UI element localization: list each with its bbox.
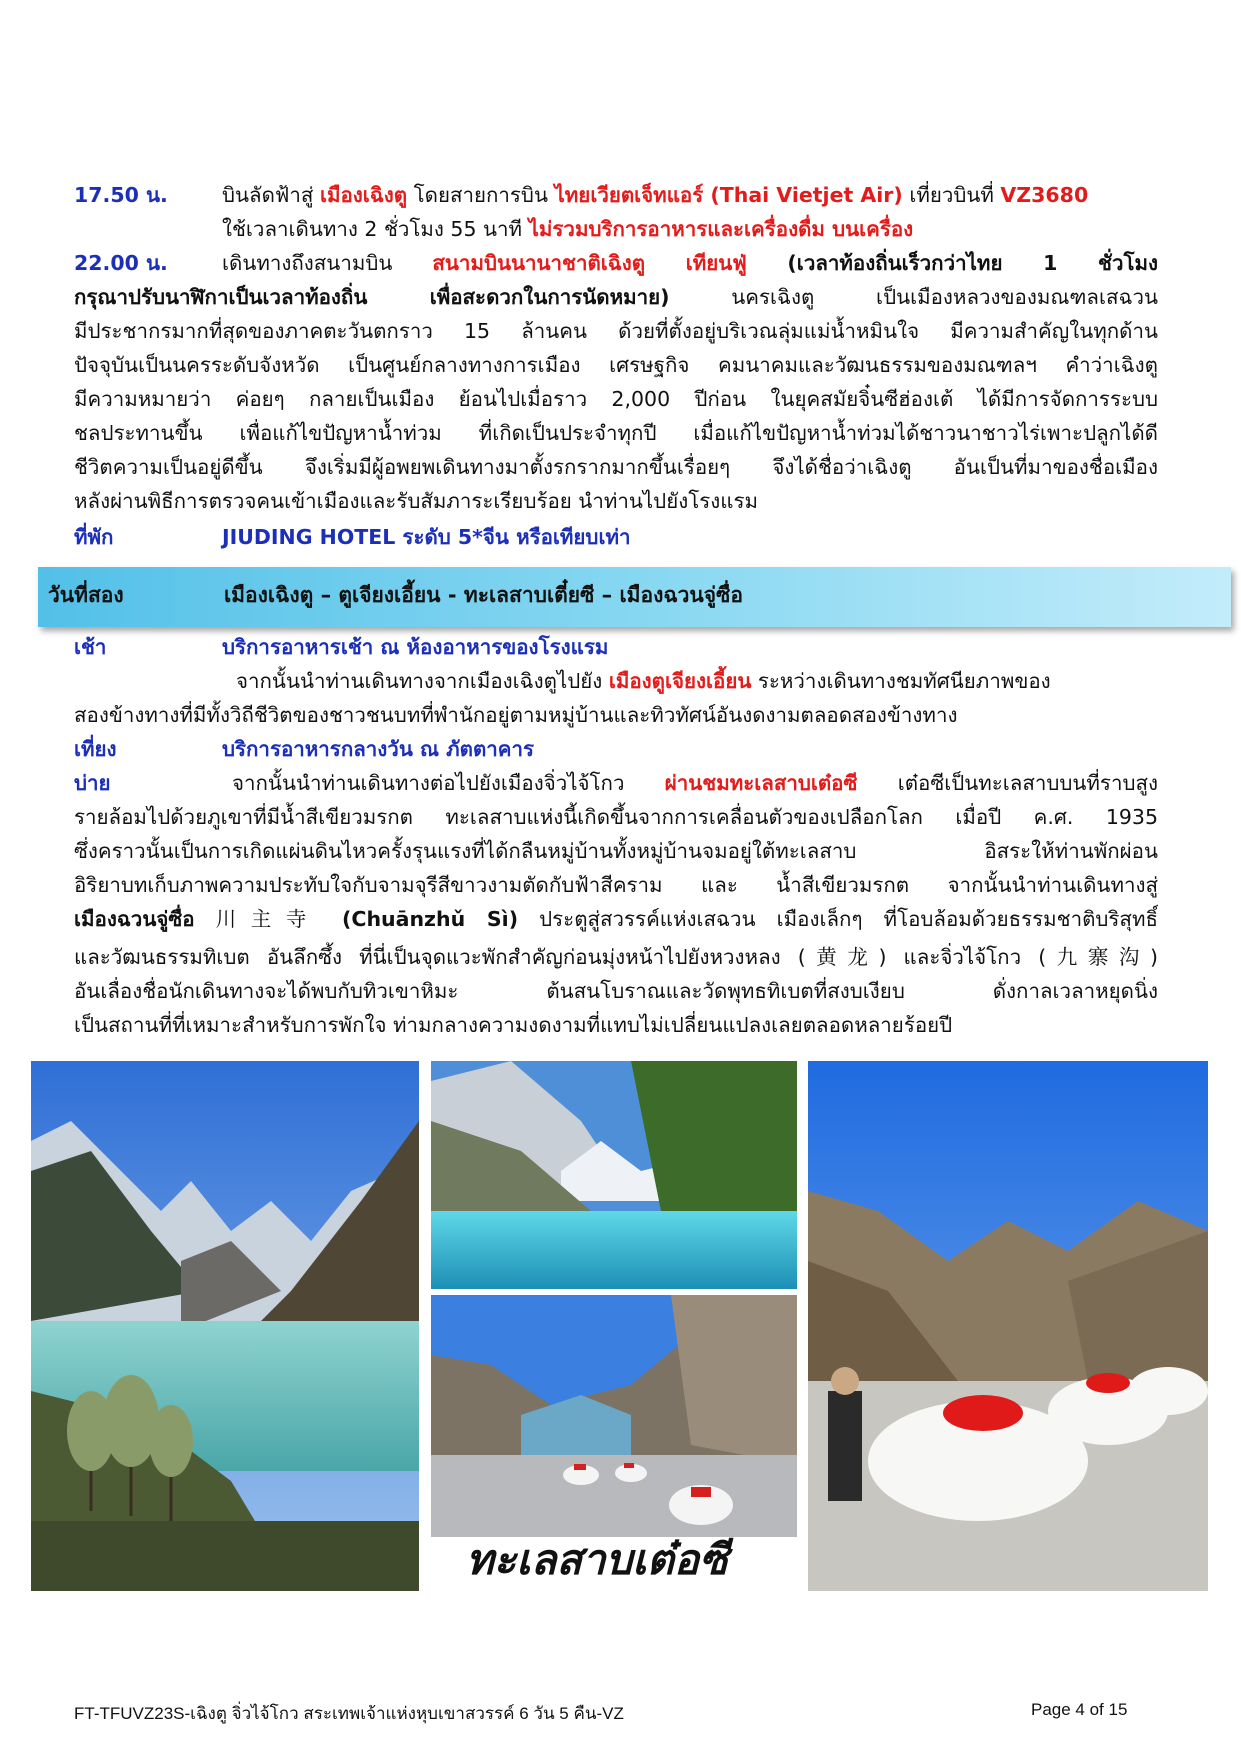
- footer-program-code: FT-TFUVZ23S-เฉิงตู จิ่วไจ้โกว สระเทพเจ้าแห่งหุบเขาสวรรค์ 6 วัน 5 คืน-VZ: [74, 1704, 624, 1723]
- city-chuanzhusi: เมืองฉวนจู่ซื่อ: [74, 907, 195, 931]
- desc-line: อิริยาบทเก็บภาพความประทับใจกับจามจุรีสีขาวงามตัดกับฟ้าสีคราม และ น้ำสีเขียวมรกต จากนั้นนำท่านเดินทางสู่: [74, 873, 1158, 897]
- duration-line: ใช้เวลาเดินทาง 2 ชั่วโมง 55 นาที ไม่รวมบริการอาหารและเครื่องดื่ม บนเครื่อง: [222, 217, 914, 241]
- desc-line: อันเลื่องชื่อนักเดินทางจะได้พบกับทิวเขาหิมะ ต้นสนโบราณและวัดพุทธทิเบตที่สงบเงียบ ดั่งกาลเวลาหยุดนิ่ง: [74, 979, 1158, 1003]
- desc-line: ชลประทานขึ้น เพื่อแก้ไขปัญหาน้ำท่วม ที่เกิดเป็นประจำทุกปี เมื่อแก้ไขปัญหาน้ำท่วมได้ชาวนาชาวไร่เพาะปลูกได้ดี: [74, 421, 1158, 445]
- desc-line: เป็นสถานที่ที่เหมาะสำหรับการพักใจ ท่ามกลางความงดงามที่แทบไม่เปลี่ยนแปลงเลยตลอดหลายร้อยปี: [74, 1013, 953, 1037]
- day-title: เมืองเฉิงตู – ตูเจียงเอี้ยน - ทะเลสาบเตี๋ยซี – เมืองฉวนจู่ซื่อ: [224, 583, 743, 607]
- photo-caption: ทะเลสาบเต๋อซี: [466, 1535, 728, 1584]
- flight-number: VZ3680: [1000, 183, 1089, 207]
- desc-line: กรุณาปรับนาฬิกาเป็นเวลาท้องถิ่น เพื่อสะดวกในการนัดหมาย) นครเฉิงตู เป็นเมืองหลวงของมณฑลเสฉวน: [74, 285, 1158, 309]
- desc-line: ชีวิตความเป็นอยู่ดีขึ้น จึงเริ่มมีผู้อพยพเดินทางมาตั้งรกรากมากขึ้นเรื่อยๆ จึงได้ชื่อว่าเฉิงตู อันเป็นที่มาของชื่อเมือง: [74, 455, 1158, 479]
- desc-line: ซึ่งคราวนั้นเป็นการเกิดแผ่นดินไหวครั้งรุนแรงที่ได้กลืนหมู่บ้านทั้งหมู่บ้านจมอยู่ใต้ทะเลสาบ อิสระให้ท่านพักผ่อน: [74, 839, 1158, 863]
- city-dujiangyan: เมืองตูเจียงเอี้ยน: [608, 669, 752, 693]
- flight-time: 17.50 น.: [74, 183, 168, 207]
- breakfast-line: [74, 630, 1158, 664]
- timezone-note: กรุณาปรับนาฬิกาเป็นเวลาท้องถิ่น เพื่อสะดวกในการนัดหมาย): [74, 285, 670, 309]
- hotel-line: [74, 520, 1158, 554]
- airline-name: ไทยเวียตเจ็ทแอร์ (Thai Vietjet Air): [554, 183, 903, 207]
- destination-city: เมืองเฉิงตู: [319, 183, 408, 207]
- desc-line: ปัจจุบันเป็นนครระดับจังหวัด เป็นศูนย์กลางทางการเมือง เศรษฐกิจ คมนาคมและวัฒนธรรมของมณฑลฯ คำว่าเฉิงตู: [74, 353, 1158, 377]
- lunch-line: [74, 732, 1158, 766]
- desc-line: รายล้อมไปด้วยภูเขาที่มีน้ำสีเขียวมรกต ทะเลสาบแห่งนี้เกิดขึ้นจากการเคลื่อนตัวของเปลือกโลก เมื่อปี ค.ศ. 1935: [74, 805, 1158, 829]
- photo-white-yaks: [808, 1061, 1208, 1591]
- afternoon-line: บ่าย จากนั้นนำท่านเดินทางต่อไปยังเมืองจิ่วไจ้โกว ผ่านชมทะเลสาบเต๋อซี เต๋อซีเป็นทะเลสาบบนที่ราบสูง: [74, 766, 1158, 800]
- hotel-name: JIUDING HOTEL ระดับ 5*จีน หรือเทียบเท่า: [222, 525, 631, 549]
- afternoon-label: บ่าย: [74, 771, 111, 795]
- desc-line: เมืองฉวนจู่ซื่อ 川主寺 (Chuānzhǔ Sì) ประตูสู่สวรรค์แห่งเสฉวน เมืองเล็กๆ ที่โอบล้อมด้วยธรรมชาติบริสุทธิ์: [74, 907, 1158, 931]
- footer-page-number: Page 4 of 15: [1031, 1700, 1128, 1719]
- noon-label: เที่ยง: [74, 737, 117, 761]
- lunch-meal: บริการอาหารกลางวัน ณ ภัตตาคาร: [222, 737, 535, 761]
- lake-highlight: ผ่านชมทะเลสาบเต๋อซี: [664, 771, 858, 795]
- breakfast-meal: บริการอาหารเช้า ณ ห้องอาหารของโรงแรม: [222, 635, 609, 659]
- desc-line: และวัฒนธรรมทิเบต อันลึกซึ้ง ที่นี่เป็นจุดแวะพักสำคัญก่อนมุ่งหน้าไปยังหวงหลง (黄龙) และจิ่วไจ้โกว (九寨沟): [74, 945, 1158, 969]
- arrival-airport: สนามบินนานาชาติเฉิงตู เทียนฟู่: [432, 251, 747, 275]
- arrival-line: 22.00 น. เดินทางถึงสนามบิน สนามบินนานาชาติเฉิงตู เทียนฟู่ (เวลาท้องถิ่นเร็วกว่าไทย 1 ชั่วโมง: [74, 246, 1158, 280]
- desc-line: หลังผ่านพิธีการตรวจคนเข้าเมืองและรับสัมภาระเรียบร้อย นำท่านไปยังโรงแรม: [74, 489, 758, 513]
- desc-line: มีความหมายว่า ค่อยๆ กลายเป็นเมือง ย้อนไปเมื่อราว 2,000 ปีก่อน ในยุคสมัยจิ๋นซีฮ่องเต้ ได้มีการจัดการระบบ: [74, 387, 1158, 411]
- no-meal-note: ไม่รวมบริการอาหารและเครื่องดื่ม บนเครื่อง: [528, 217, 914, 241]
- day-label: วันที่สอง: [48, 583, 124, 607]
- day-banner: [38, 567, 1231, 627]
- desc-line: จากนั้นนำท่านเดินทางจากเมืองเฉิงตูไปยัง เมืองตูเจียงเอี้ยน ระหว่างเดินทางชมทัศนียภาพของ: [236, 669, 1051, 693]
- photo-lake-valley: [31, 1061, 419, 1591]
- arrival-time: 22.00 น.: [74, 251, 168, 275]
- photo-yaks-viewpoint: [431, 1295, 797, 1537]
- morning-label: เช้า: [74, 635, 107, 659]
- flight-line: 17.50 น. บินลัดฟ้าสู่ เมืองเฉิงตู โดยสายการบิน ไทยเวียตเจ็ทแอร์ (Thai Vietjet Air) เที่ยวบินที่ VZ3680: [74, 178, 1158, 212]
- stay-label: ที่พัก: [74, 525, 114, 549]
- desc-line: มีประชากรมากที่สุดของภาคตะวันตกราว 15 ล้านคน ด้วยที่ตั้งอยู่บริเวณลุ่มแม่น้ำหมินใจ มีความสำคัญในทุกด้าน: [74, 319, 1158, 343]
- photo-turquoise-lake: [431, 1061, 797, 1289]
- desc-line: สองข้างทางที่มีทั้งวิถีชีวิตของชาวชนบทที่พำนักอยู่ตามหมู่บ้านและทิวทัศน์อันงดงามตลอดสองข้างทาง: [74, 703, 958, 727]
